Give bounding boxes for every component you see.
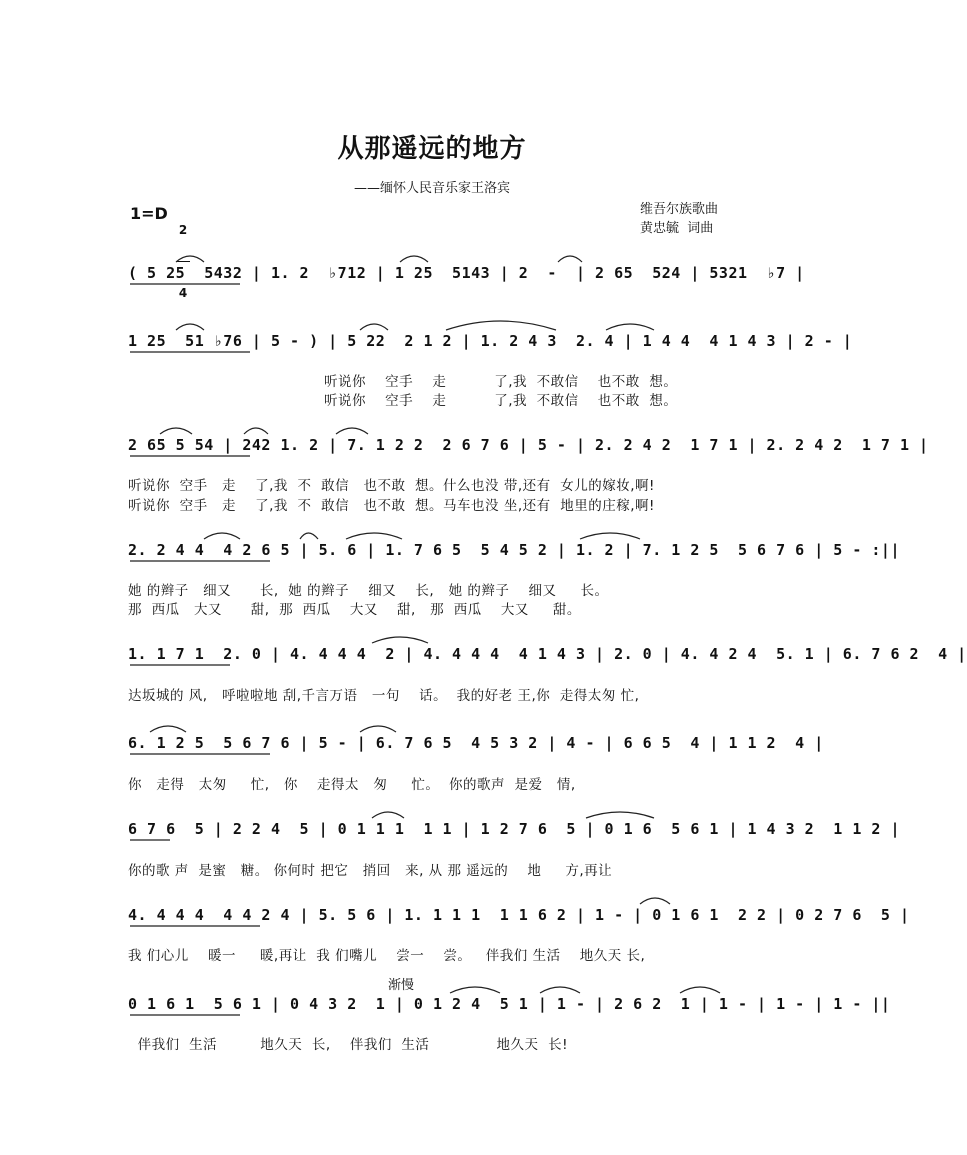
notation-line-9: 0 1 6 1 5 6 1 | 0 4 3 2 1 | 0 1 2 4 5 1 | 1 - | 2 6 2 1 | 1 - | 1 - | 1 - ||	[128, 995, 891, 1013]
slur	[450, 987, 500, 993]
slur	[372, 812, 404, 818]
notation-line-3: 2 65 5 54 | 242 1. 2 | 7. 1 2 2 2 6 7 6 | 5 - | 2. 2 4 2 1 7 1 | 2. 2 4 2 1 7 1 |	[128, 436, 929, 454]
song-title: 从那遥远的地方	[337, 134, 527, 164]
time-signature-bottom: 4	[178, 286, 188, 300]
lyric-line-3a: 听说你 空手 走 了,我 不 敢信 也不敢 想。什么也没 带,还有 女儿的嫁妆,啊!	[128, 478, 655, 494]
slur	[540, 987, 580, 993]
slur	[446, 321, 556, 330]
notation-line-8: 4. 4 4 4 4 4 2 4 | 5. 5 6 | 1. 1 1 1 1 1 6 2 | 1 - | 0 1 6 1 2 2 | 0 2 7 6 5 |	[128, 906, 910, 924]
slur	[160, 428, 192, 434]
slur	[640, 898, 670, 904]
lyric-line-2a: 听说你 空手 走 了,我 不敢信 也不敢 想。	[324, 374, 678, 390]
notation-line-5: 1. 1 7 1 2. 0 | 4. 4 4 4 2 | 4. 4 4 4 4 1 4 3 | 2. 0 | 4. 4 2 4 5. 1 | 6. 7 6 2 4 |	[128, 645, 967, 663]
slur	[372, 637, 428, 643]
slur	[558, 256, 582, 262]
slur	[606, 324, 654, 330]
notation-line-4: 2. 2 4 4 4 2 6 5 | 5. 6 | 1. 7 6 5 5 4 5 2 | 1. 2 | 7. 1 2 5 5 6 7 6 | 5 - :||	[128, 541, 900, 559]
time-signature-top: 2	[178, 223, 188, 237]
notation-line-1: ( 5 25 5432 | 1. 2 ♭712 | 1 25 5143 | 2 - | 2 65 524 | 5321 ♭7 |	[128, 264, 805, 282]
lyric-line-5: 达坂城的 风, 呼啦啦地 刮,千言万语 一句 话。 我的好老 王,你 走得太匆 忙,	[128, 688, 640, 704]
slur	[176, 324, 204, 330]
lyric-line-2b: 听说你 空手 走 了,我 不敢信 也不敢 想。	[324, 393, 678, 409]
tempo-marking: 渐慢	[388, 978, 415, 993]
song-subtitle: ——缅怀人民音乐家王洛宾	[353, 181, 510, 196]
lyric-line-4a: 她 的辫子 细又 长, 她 的辫子 细又 长, 她 的辫子 细又 长。	[128, 583, 609, 599]
slur	[300, 533, 318, 539]
notation-line-6: 6. 1 2 5 5 6 7 6 | 5 - | 6. 7 6 5 4 5 3 2 | 4 - | 6 6 5 4 | 1 1 2 4 |	[128, 734, 824, 752]
lyric-line-9: 伴我们 生活 地久天 长, 伴我们 生活 地久天 长!	[128, 1037, 568, 1053]
slur	[586, 812, 654, 818]
notation-line-7: 6 7 6 5 | 2 2 4 5 | 0 1 1 1 1 1 | 1 2 7 6 5 | 0 1 6 5 6 1 | 1 4 3 2 1 1 2 |	[128, 820, 900, 838]
slur	[360, 324, 388, 330]
slur	[150, 726, 186, 732]
lyric-line-3b: 听说你 空手 走 了,我 不 敢信 也不敢 想。马车也没 坐,还有 地里的庄稼,啊!	[128, 498, 655, 514]
slur	[680, 987, 720, 993]
key-signature: 1=D	[130, 204, 168, 223]
credit-lyrics: 黄忠毓 词曲	[640, 221, 714, 236]
lyric-line-6: 你 走得 太匆 忙, 你 走得太 匆 忙。 你的歌声 是爱 情,	[128, 777, 576, 793]
slur	[360, 726, 396, 732]
lyric-line-4b: 那 西瓜 大又 甜, 那 西瓜 大又 甜, 那 西瓜 大又 甜。	[128, 602, 581, 618]
lyric-line-8: 我 们心儿 暖一 暖,再让 我 们嘴儿 尝一 尝。 伴我们 生活 地久天 长,	[128, 948, 646, 964]
slur	[204, 533, 240, 539]
slur	[400, 256, 428, 262]
slur	[244, 428, 268, 434]
slur	[346, 533, 402, 539]
slur	[176, 256, 204, 262]
notation-line-2: 1 25 51 ♭76 | 5 - ) | 5 22 2 1 2 | 1. 2 4 3 2. 4 | 1 4 4 4 1 4 3 | 2 - |	[128, 332, 853, 350]
slur	[580, 533, 640, 539]
slur	[336, 428, 368, 434]
credit-music: 维吾尔族歌曲	[640, 202, 719, 217]
lyric-line-7: 你的歌 声 是蜜 糖。 你何时 把它 捎回 来, 从 那 遥远的 地 方,再让	[128, 863, 613, 879]
